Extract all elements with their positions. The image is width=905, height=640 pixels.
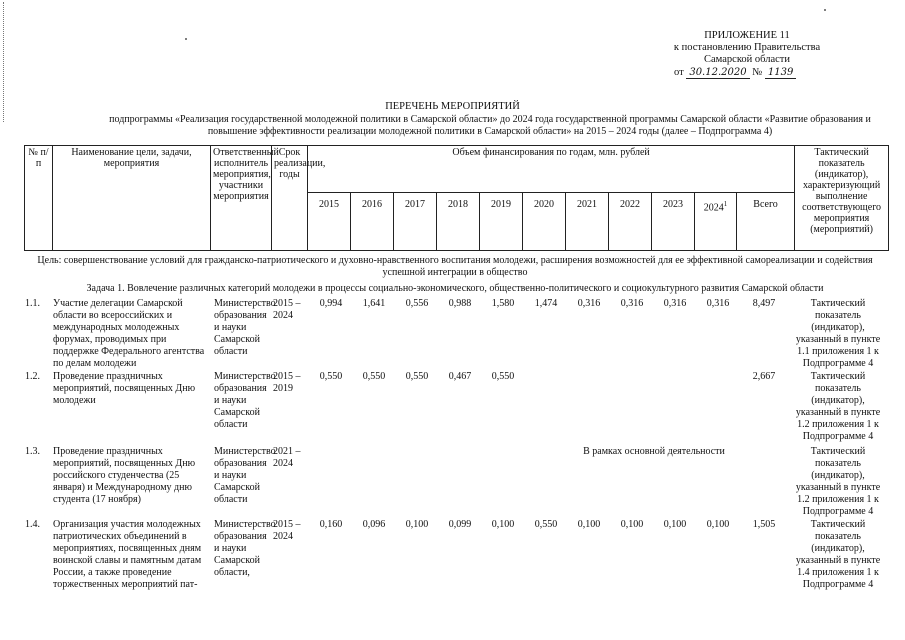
year-value: 0,988: [448, 298, 472, 309]
row-name: Проведение праздничных мероприятий, посвященных Дню российского студенчества (25 января) и Международному дню студента (17 ноября): [53, 446, 196, 505]
year-value: 0,096: [362, 519, 386, 530]
year-value: 0,316: [706, 298, 730, 309]
year-value: 0,550: [319, 371, 343, 382]
total-value: 2,667: [752, 371, 776, 382]
appendix-resolution: к постановлению Правительства: [673, 42, 821, 53]
col-name-header: Наименование цели, задачи, мероприятия: [53, 146, 211, 251]
date-prefix: от: [674, 67, 684, 78]
total-header: Всего: [737, 193, 795, 251]
row-responsible: Министерство образования и науки Самарской области: [214, 371, 276, 430]
measures-table-header: [24, 145, 889, 251]
task-text: Задача 1. Вовлечение различных категорий молодежи в процессы социально-экономического, общественно-политического и социокультурного развития Самарской области: [86, 283, 824, 294]
goal-text: Цель: совершенствование условий для гражданско-патриотического и духовно-нравственного воспитания молодежи, расширения возможностей для ее эффективной самореализации и содействия успешной интеграции в общество: [37, 255, 873, 278]
row-term: 2015 – 2019: [273, 371, 301, 394]
year-header: 2015: [308, 193, 351, 251]
year-header: 2022: [609, 193, 652, 251]
year-value: 1,474: [534, 298, 558, 309]
row-responsible: Министерство образования и науки Самарской области: [214, 446, 276, 505]
appendix-block: [672, 30, 822, 79]
year-header: 2018: [437, 193, 480, 251]
col-number-header: № п/п: [25, 146, 53, 251]
col-term-header: Срок реализации, годы: [272, 146, 308, 251]
table-row: [24, 519, 884, 599]
row-indicator: Тактический показатель (индикатор), указанный в пункте 1.2 приложения 1 к Подпрограмме 4: [795, 446, 881, 517]
appendix-date-line: [672, 67, 822, 79]
date-handwritten: 30.12.2020: [686, 67, 749, 79]
year-value: 0,100: [491, 519, 515, 530]
year-value: 0,160: [319, 519, 343, 530]
col-indicator-header: Тактический показатель (индикатор), характеризующий выполнение соответствующего мероприятия (мероприятий): [795, 146, 889, 251]
year-value: 0,100: [577, 519, 601, 530]
scan-dot: [824, 9, 826, 11]
row-number: 1.2.: [25, 371, 40, 382]
year-value: 1,580: [491, 298, 515, 309]
year-value: 0,550: [534, 519, 558, 530]
year-value: 0,100: [405, 519, 429, 530]
row-term: 2015 – 2024: [273, 519, 301, 542]
appendix-title: ПРИЛОЖЕНИЕ 11: [704, 30, 790, 41]
year-value: 1,641: [362, 298, 386, 309]
year-header: 2023: [652, 193, 695, 251]
row-term: 2015 – 2024: [273, 298, 301, 321]
row-indicator: Тактический показатель (индикатор), указанный в пункте 1.4 приложения 1 к Подпрограмме 4: [795, 519, 881, 590]
number-handwritten: 1139: [765, 67, 796, 79]
year-value: 0,100: [706, 519, 730, 530]
row-name: Участие делегации Самарской области во всероссийских и международных молодежных форумах, проводимых при поддержке Федерального агентства по делам молодежи: [53, 298, 205, 369]
year-value: 0,099: [448, 519, 472, 530]
row-term: 2021 – 2024: [273, 446, 301, 469]
table-row: [24, 371, 884, 443]
row-responsible: Министерство образования и науки Самарской области: [214, 298, 276, 357]
document-subtitle: подпрограммы «Реализация государственной молодежной политики в Самарской области» до 2024 года государственной программы Самарской области «Развитие образования и повышение эффективности реализации молодежной политики в Самарской области» на 2015 – 2024 годы (далее – Подпрограмма 4): [109, 114, 871, 137]
row-indicator: Тактический показатель (индикатор), указанный в пункте 1.2 приложения 1 к Подпрограмме 4: [795, 371, 881, 442]
year-value: 0,316: [620, 298, 644, 309]
year-header: 2021: [566, 193, 609, 251]
year-value: 0,994: [319, 298, 343, 309]
year-header: 2017: [394, 193, 437, 251]
document-title: ПЕРЕЧЕНЬ МЕРОПРИЯТИЙ: [385, 101, 520, 112]
year-header: 2016: [351, 193, 394, 251]
row-number: 1.3.: [25, 446, 40, 457]
col-financing-header: Объем финансирования по годам, млн. рублей: [308, 146, 795, 193]
year-value: 0,550: [405, 371, 429, 382]
year-value: 0,316: [663, 298, 687, 309]
year-value: 0,100: [620, 519, 644, 530]
row-number: 1.4.: [25, 519, 40, 530]
row-indicator: Тактический показатель (индикатор), указанный в пункте 1.1 приложения 1 к Подпрограмме 4: [795, 298, 881, 369]
row-number: 1.1.: [25, 298, 40, 309]
col-responsible-header: Ответственный исполнитель мероприятия, участники мероприятия: [211, 146, 272, 251]
footnote-marker: 1: [723, 200, 728, 208]
appendix-region: Самарской области: [704, 54, 790, 65]
table-row: [24, 446, 884, 516]
year-value: 0,550: [362, 371, 386, 382]
row-span-text: В рамках основной деятельности: [583, 446, 725, 457]
year-value: 0,100: [663, 519, 687, 530]
scan-dot: [185, 38, 187, 40]
row-name: Проведение праздничных мероприятий, посвященных Дню молодежи: [53, 371, 196, 406]
year-value: 0,556: [405, 298, 429, 309]
year-header: 2019: [480, 193, 523, 251]
year-header: [695, 193, 737, 251]
row-responsible: Министерство образования и науки Самарской области,: [214, 519, 276, 578]
total-value: 1,505: [752, 519, 776, 530]
year-2024-label: 2024: [703, 202, 724, 214]
year-header: 2020: [523, 193, 566, 251]
number-prefix: №: [752, 67, 763, 78]
total-value: 8,497: [752, 298, 776, 309]
year-value: 0,316: [577, 298, 601, 309]
row-name: Организация участия молодежных патриотических объединений в мероприятиях, посвященных дням воинской славы и памятным датам России, а также проведение торжественных мероприятий пат-: [53, 519, 202, 590]
year-value: 0,467: [448, 371, 472, 382]
table-row: [24, 298, 884, 368]
year-value: 0,550: [491, 371, 515, 382]
